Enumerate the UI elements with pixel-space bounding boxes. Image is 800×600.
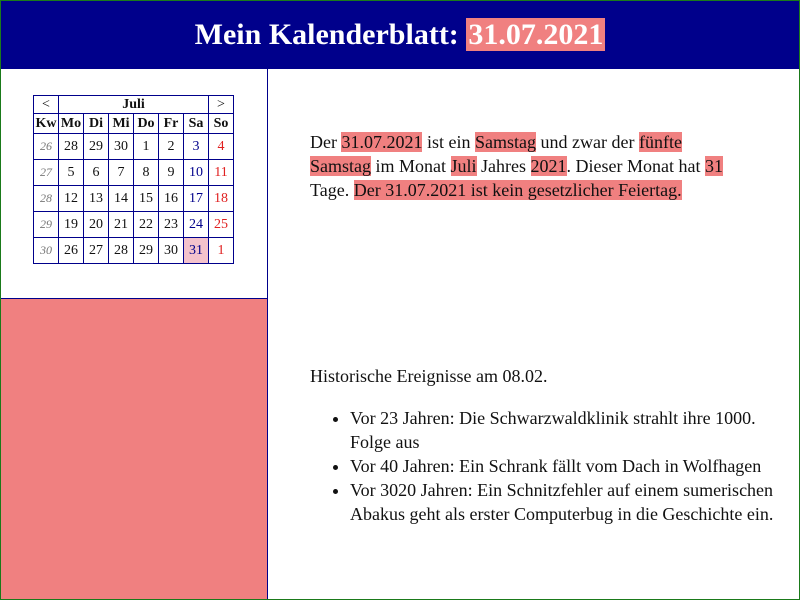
page-title: Mein Kalenderblatt:: [194, 18, 467, 51]
info-text: Jahres: [476, 156, 531, 176]
calendar-day[interactable]: 26: [59, 238, 84, 264]
month-calendar: [33, 95, 234, 264]
week-number: 29: [34, 212, 59, 238]
week-number: 26: [34, 134, 59, 160]
calendar-day[interactable]: 17: [184, 186, 209, 212]
day-header: So: [209, 114, 234, 134]
calendar-day[interactable]: 7: [109, 160, 134, 186]
calendar-day[interactable]: 2: [159, 134, 184, 160]
page-header: [1, 1, 799, 69]
info-text: und zwar der: [535, 132, 639, 152]
calendar-month-label: Juli: [59, 96, 209, 114]
calendar-day[interactable]: 6: [84, 160, 109, 186]
day-header: Sa: [184, 114, 209, 134]
day-header: Mo: [59, 114, 84, 134]
week-number: 30: [34, 238, 59, 264]
calendar-day[interactable]: 22: [134, 212, 159, 238]
calendar-week-row: [34, 160, 234, 186]
calendar-day[interactable]: 29: [134, 238, 159, 264]
calendar-panel: [1, 69, 267, 299]
events-list: [310, 406, 790, 526]
calendar-day[interactable]: 18: [209, 186, 234, 212]
calendar-day[interactable]: 3: [184, 134, 209, 160]
calendar-day[interactable]: 8: [134, 160, 159, 186]
prev-month-button[interactable]: <: [34, 96, 59, 114]
calendar-day[interactable]: 30: [159, 238, 184, 264]
event-item: • Vor 40 Jahren: Ein Schrank fällt vom Dach in Wolfhagen: [350, 454, 790, 478]
calendar-week-row: [34, 134, 234, 160]
header-date: 31.07.2021: [468, 18, 604, 51]
date-info-paragraph: [310, 130, 740, 202]
info-text: im Monat: [371, 156, 451, 176]
week-number: 27: [34, 160, 59, 186]
day-header: Mi: [109, 114, 134, 134]
info-holiday-status: Der 31.07.2021 ist kein gesetzlicher Feiertag.: [353, 180, 682, 200]
calendar-day[interactable]: 21: [109, 212, 134, 238]
calendar-day[interactable]: 30: [109, 134, 134, 160]
info-days-in-month: 31: [704, 156, 723, 176]
calendar-week-row: [34, 186, 234, 212]
calendar-day[interactable]: 11: [209, 160, 234, 186]
sidebar: [1, 69, 268, 599]
calendar-day[interactable]: 1: [134, 134, 159, 160]
day-header-row: [34, 114, 234, 134]
calendar-week-row: [34, 238, 234, 264]
calendar-day-selected[interactable]: 31: [184, 238, 209, 264]
calendar-day[interactable]: 24: [184, 212, 209, 238]
info-text: . Dieser Monat hat: [566, 156, 705, 176]
calendar-day[interactable]: 5: [59, 160, 84, 186]
calendar-day[interactable]: 14: [109, 186, 134, 212]
calendar-day[interactable]: 16: [159, 186, 184, 212]
calendar-day[interactable]: 1: [209, 238, 234, 264]
day-header: Do: [134, 114, 159, 134]
events-title: Historische Ereignisse am 08.02.: [310, 366, 548, 386]
calendar-day[interactable]: 20: [84, 212, 109, 238]
info-text: Tage.: [310, 180, 354, 200]
calendar-day[interactable]: 28: [59, 134, 84, 160]
info-text: ist ein: [422, 132, 475, 152]
calendar-day[interactable]: 15: [134, 186, 159, 212]
sidebar-color-panel: [1, 299, 267, 599]
calendar-day[interactable]: 9: [159, 160, 184, 186]
info-month: Juli: [450, 156, 477, 176]
info-text: Der: [310, 132, 342, 152]
next-month-button[interactable]: >: [209, 96, 234, 114]
event-item: • Vor 23 Jahren: Die Schwarzwaldklinik strahlt ihre 1000. Folge aus: [350, 406, 790, 454]
day-header: Kw: [34, 114, 59, 134]
calendar-day[interactable]: 23: [159, 212, 184, 238]
calendar-day[interactable]: 19: [59, 212, 84, 238]
info-date: 31.07.2021: [341, 132, 423, 152]
calendar-day[interactable]: 12: [59, 186, 84, 212]
calendar-day[interactable]: 29: [84, 134, 109, 160]
info-ordinal-weekday: fünfte Samstag: [310, 132, 682, 176]
day-header: Di: [84, 114, 109, 134]
calendar-day[interactable]: 13: [84, 186, 109, 212]
calendar-day[interactable]: 10: [184, 160, 209, 186]
calendar-day[interactable]: 28: [109, 238, 134, 264]
calendar-day[interactable]: 25: [209, 212, 234, 238]
calendar-day[interactable]: 4: [209, 134, 234, 160]
calendar-week-row: [34, 212, 234, 238]
info-year: 2021: [530, 156, 567, 176]
week-number: 28: [34, 186, 59, 212]
event-item: • Vor 3020 Jahren: Ein Schnitzfehler auf einem sumerischen Abakus geht als erster Computerbug in die Geschichte ein.: [350, 478, 790, 526]
calendar-day[interactable]: 27: [84, 238, 109, 264]
date-info: [310, 130, 740, 202]
info-weekday: Samstag: [474, 132, 536, 152]
day-header: Fr: [159, 114, 184, 134]
